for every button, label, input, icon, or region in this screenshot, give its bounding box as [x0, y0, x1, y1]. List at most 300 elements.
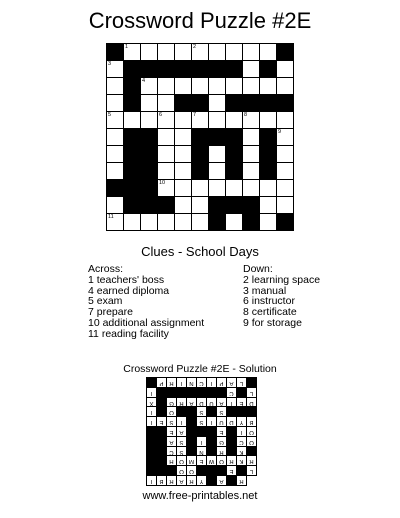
black-square — [124, 61, 141, 78]
solution-letter: A — [219, 399, 224, 406]
answer-cell[interactable] — [243, 129, 260, 146]
answer-cell[interactable] — [243, 44, 260, 61]
solution-cell — [147, 407, 157, 417]
solution-cell — [187, 466, 197, 476]
solution-letter: E — [159, 418, 164, 425]
answer-cell[interactable] — [277, 146, 294, 163]
answer-cell[interactable] — [192, 112, 209, 129]
black-square — [226, 146, 243, 163]
solution-cell — [227, 456, 237, 466]
solution-letter: Y — [239, 418, 244, 425]
black-square — [226, 197, 243, 214]
answer-cell[interactable] — [175, 214, 192, 231]
solution-letter: K — [239, 458, 244, 465]
answer-cell[interactable] — [226, 78, 243, 95]
solution-letter: B — [159, 477, 164, 484]
clue-number: 4 — [142, 78, 146, 84]
solution-title: Crossword Puzzle #2E - Solution — [123, 363, 277, 375]
answer-cell[interactable] — [243, 61, 260, 78]
black-square — [277, 95, 294, 112]
solution-black-square — [227, 407, 237, 417]
solution-cell — [217, 407, 227, 417]
solution-cell — [177, 398, 187, 408]
across-clue: 10 additional assignment — [88, 316, 205, 329]
down-clue: 8 certificate — [243, 306, 297, 319]
answer-cell[interactable] — [124, 214, 141, 231]
solution-cell — [237, 398, 247, 408]
answer-cell[interactable] — [226, 214, 243, 231]
black-square — [209, 197, 226, 214]
solution-black-square — [147, 456, 157, 466]
solution-cell — [187, 398, 197, 408]
answer-cell[interactable] — [209, 163, 226, 180]
answer-cell[interactable] — [209, 180, 226, 197]
answer-cell[interactable] — [107, 146, 124, 163]
solution-letter: R — [169, 379, 174, 386]
answer-cell[interactable] — [141, 78, 158, 95]
black-square — [209, 214, 226, 231]
answer-cell[interactable] — [107, 95, 124, 112]
solution-letter: A — [179, 477, 184, 484]
answer-cell[interactable] — [158, 44, 175, 61]
solution-black-square — [177, 407, 187, 417]
answer-cell[interactable] — [192, 78, 209, 95]
solution-letter: C — [169, 448, 174, 455]
solution-cell — [237, 437, 247, 447]
solution-black-square — [207, 388, 217, 398]
down-clue: 3 manual — [243, 284, 287, 297]
answer-cell[interactable] — [243, 163, 260, 180]
solution-letter: O — [249, 438, 254, 445]
answer-cell[interactable] — [158, 95, 175, 112]
solution-black-square — [197, 388, 207, 398]
solution-black-square — [207, 437, 217, 447]
black-square — [175, 95, 192, 112]
solution-letter: R — [239, 477, 244, 484]
solution-black-square — [157, 398, 167, 408]
solution-letter: W — [208, 458, 215, 465]
solution-letter: O — [179, 458, 184, 465]
answer-cell[interactable] — [260, 214, 277, 231]
answer-cell[interactable] — [158, 129, 175, 146]
solution-letter: M — [189, 458, 194, 465]
solution-letter: T — [149, 389, 154, 396]
black-square — [141, 129, 158, 146]
clue-number: 5 — [108, 112, 112, 118]
solution-cell — [247, 417, 257, 427]
answer-cell[interactable] — [277, 112, 294, 129]
down-clue: 6 instructor — [243, 295, 295, 308]
black-square — [260, 146, 277, 163]
answer-cell[interactable] — [260, 180, 277, 197]
answer-cell[interactable] — [107, 163, 124, 180]
answer-cell[interactable] — [124, 112, 141, 129]
answer-cell[interactable] — [107, 214, 124, 231]
solution-letter: T — [199, 438, 204, 445]
answer-cell[interactable] — [260, 197, 277, 214]
solution-letter: L — [249, 467, 254, 474]
solution-cell — [157, 417, 167, 427]
solution-cell — [177, 456, 187, 466]
solution-black-square — [247, 378, 257, 388]
solution-cell — [237, 427, 247, 437]
solution-cell — [207, 378, 217, 388]
answer-cell[interactable] — [192, 214, 209, 231]
clues-title: Clues - School Days — [141, 244, 259, 259]
solution-black-square — [157, 437, 167, 447]
black-square — [124, 129, 141, 146]
answer-cell[interactable] — [107, 112, 124, 129]
across-clue: 7 prepare — [88, 306, 133, 319]
down-clue: 2 learning space — [243, 273, 321, 286]
solution-letter: E — [219, 428, 224, 435]
answer-cell[interactable] — [260, 78, 277, 95]
answer-cell[interactable] — [209, 146, 226, 163]
black-square — [141, 146, 158, 163]
black-square — [260, 129, 277, 146]
black-square — [192, 163, 209, 180]
solution-cell — [157, 378, 167, 388]
answer-cell[interactable] — [124, 44, 141, 61]
solution-cell — [167, 427, 177, 437]
answer-cell[interactable] — [175, 112, 192, 129]
solution-cell — [217, 456, 227, 466]
solution-cell — [177, 476, 187, 486]
across-label: Across: — [88, 263, 124, 275]
answer-cell[interactable] — [192, 44, 209, 61]
solution-cell — [247, 456, 257, 466]
answer-cell[interactable] — [277, 163, 294, 180]
answer-cell[interactable] — [158, 180, 175, 197]
solution-letter: U — [209, 399, 214, 406]
solution-cell — [217, 427, 227, 437]
solution-black-square — [227, 476, 237, 486]
answer-cell[interactable] — [175, 197, 192, 214]
solution-black-square — [157, 407, 167, 417]
clue-number: 7 — [193, 112, 197, 118]
black-square — [209, 61, 226, 78]
black-square — [209, 129, 226, 146]
solution-black-square — [237, 407, 247, 417]
solution-cell — [167, 437, 177, 447]
answer-cell[interactable] — [243, 78, 260, 95]
solution-cell — [247, 427, 257, 437]
solution-cell — [197, 476, 207, 486]
footer-url[interactable]: www.free-printables.net — [142, 490, 258, 502]
answer-cell[interactable] — [158, 78, 175, 95]
solution-cell — [177, 437, 187, 447]
solution-letter: X — [149, 399, 154, 406]
solution-black-square — [207, 407, 217, 417]
black-square — [192, 61, 209, 78]
clue-number: 11 — [108, 214, 114, 220]
solution-letter: D — [229, 418, 234, 425]
solution-letter: S — [199, 418, 204, 425]
black-square — [158, 61, 175, 78]
solution-letter: R — [169, 477, 174, 484]
solution-black-square — [207, 466, 217, 476]
answer-cell[interactable] — [158, 112, 175, 129]
solution-letter: T — [209, 418, 214, 425]
answer-cell[interactable] — [158, 214, 175, 231]
black-square — [107, 44, 124, 61]
solution-letter: E — [239, 399, 244, 406]
solution-cell — [247, 437, 257, 447]
black-square — [124, 146, 141, 163]
solution-black-square — [157, 456, 167, 466]
solution-cell — [187, 378, 197, 388]
solution-black-square — [157, 466, 167, 476]
black-square — [226, 163, 243, 180]
answer-cell[interactable] — [226, 180, 243, 197]
solution-letter: T — [149, 418, 154, 425]
solution-black-square — [197, 466, 207, 476]
answer-cell[interactable] — [141, 95, 158, 112]
solution-letter: N — [189, 379, 194, 386]
black-square — [175, 61, 192, 78]
solution-black-square — [217, 388, 227, 398]
black-square — [243, 95, 260, 112]
solution-cell — [237, 476, 247, 486]
solution-letter: S — [179, 438, 184, 445]
answer-cell[interactable] — [226, 44, 243, 61]
black-square — [124, 163, 141, 180]
solution-cell — [227, 398, 237, 408]
answer-cell[interactable] — [141, 214, 158, 231]
clue-number: 3 — [108, 61, 112, 67]
answer-cell[interactable] — [175, 129, 192, 146]
solution-cell — [227, 388, 237, 398]
black-square — [141, 61, 158, 78]
answer-cell[interactable] — [192, 180, 209, 197]
solution-letter: I — [180, 379, 183, 386]
solution-letter: Y — [199, 477, 204, 484]
solution-cell — [207, 398, 217, 408]
solution-letter: R — [229, 458, 234, 465]
solution-black-square — [147, 466, 157, 476]
solution-letter: R — [249, 458, 254, 465]
solution-black-square — [187, 417, 197, 427]
solution-letter: I — [240, 428, 243, 435]
solution-cell — [247, 466, 257, 476]
solution-cell — [227, 417, 237, 427]
solution-letter: G — [219, 438, 224, 445]
solution-letter: D — [249, 399, 254, 406]
solution-cell — [167, 378, 177, 388]
across-clue: 11 reading facility — [88, 327, 169, 340]
solution-cell — [217, 476, 227, 486]
black-square — [124, 78, 141, 95]
solution-letter: C — [239, 438, 244, 445]
black-square — [141, 180, 158, 197]
answer-cell[interactable] — [243, 146, 260, 163]
solution-black-square — [227, 427, 237, 437]
solution-cell — [237, 417, 247, 427]
solution-letter: O — [249, 428, 254, 435]
clue-number: 9 — [278, 129, 282, 135]
clue-number: 10 — [159, 180, 166, 186]
answer-cell[interactable] — [277, 197, 294, 214]
black-square — [124, 197, 141, 214]
solution-cell — [217, 378, 227, 388]
solution-letter: S — [169, 418, 174, 425]
across-clue: 4 earned diploma — [88, 284, 170, 297]
solution-letter: D — [199, 399, 204, 406]
black-square — [226, 129, 243, 146]
solution-cell — [197, 456, 207, 466]
black-square — [158, 197, 175, 214]
solution-letter: I — [150, 477, 153, 484]
solution-letter: O — [169, 409, 174, 416]
solution-letter: S — [219, 409, 224, 416]
black-square — [243, 197, 260, 214]
answer-cell[interactable] — [158, 163, 175, 180]
solution-letter: B — [249, 418, 254, 425]
answer-cell[interactable] — [226, 112, 243, 129]
solution-letter: T — [149, 409, 154, 416]
solution-cell — [177, 466, 187, 476]
solution-letter: T — [179, 418, 184, 425]
solution-black-square — [187, 427, 197, 437]
answer-cell[interactable] — [107, 61, 124, 78]
solution-black-square — [157, 427, 167, 437]
solution-cell — [177, 427, 187, 437]
solution-cell — [217, 417, 227, 427]
black-square — [260, 61, 277, 78]
black-square — [243, 214, 260, 231]
page-title: Crossword Puzzle #2E — [88, 8, 312, 33]
answer-cell[interactable] — [107, 129, 124, 146]
answer-cell[interactable] — [175, 180, 192, 197]
answer-cell[interactable] — [209, 95, 226, 112]
answer-cell[interactable] — [175, 78, 192, 95]
solution-letter: H — [169, 458, 174, 465]
solution-cell — [227, 378, 237, 388]
answer-cell[interactable] — [107, 197, 124, 214]
solution-black-square — [147, 427, 157, 437]
black-square — [277, 44, 294, 61]
solution-black-square — [237, 388, 247, 398]
solution-letter: S — [179, 448, 184, 455]
solution-letter: A — [179, 428, 184, 435]
solution-cell — [177, 378, 187, 388]
solution-letter: I — [210, 379, 213, 386]
solution-cell — [167, 417, 177, 427]
solution-letter: L — [249, 389, 254, 396]
clue-number: 1 — [125, 44, 129, 50]
solution-cell — [197, 417, 207, 427]
solution-black-square — [187, 407, 197, 417]
solution-black-square — [187, 388, 197, 398]
black-square — [141, 197, 158, 214]
answer-cell[interactable] — [158, 146, 175, 163]
solution-black-square — [167, 388, 177, 398]
solution-black-square — [147, 447, 157, 457]
solution-cell — [247, 398, 257, 408]
answer-cell[interactable] — [243, 112, 260, 129]
black-square — [260, 95, 277, 112]
answer-cell[interactable] — [277, 78, 294, 95]
across-clue: 1 teachers' boss — [88, 273, 165, 286]
solution-letter: O — [179, 467, 184, 474]
solution-black-square — [237, 466, 247, 476]
solution-grid — [146, 377, 257, 486]
clue-number: 6 — [159, 112, 163, 118]
answer-cell[interactable] — [243, 180, 260, 197]
solution-black-square — [177, 388, 187, 398]
solution-letter: R — [179, 399, 184, 406]
solution-letter: P — [159, 379, 164, 386]
solution-letter: G — [169, 399, 174, 406]
solution-black-square — [217, 466, 227, 476]
solution-cell — [167, 456, 177, 466]
down-label: Down: — [243, 263, 273, 275]
solution-letter: E — [169, 428, 174, 435]
answer-cell[interactable] — [277, 61, 294, 78]
down-clues — [243, 264, 320, 329]
solution-black-square — [157, 388, 167, 398]
solution-black-square — [207, 476, 217, 486]
answer-cell[interactable] — [192, 197, 209, 214]
answer-cell[interactable] — [175, 163, 192, 180]
answer-cell[interactable] — [277, 180, 294, 197]
solution-cell — [177, 417, 187, 427]
answer-cell[interactable] — [260, 112, 277, 129]
solution-letter: E — [229, 467, 234, 474]
solution-cell — [247, 388, 257, 398]
solution-letter: N — [199, 448, 204, 455]
answer-cell[interactable] — [175, 44, 192, 61]
solution-cell — [237, 456, 247, 466]
solution-cell — [147, 417, 157, 427]
solution-cell — [167, 407, 177, 417]
black-square — [260, 163, 277, 180]
solution-black-square — [187, 437, 197, 447]
black-square — [277, 214, 294, 231]
solution-black-square — [147, 437, 157, 447]
answer-cell[interactable] — [141, 44, 158, 61]
answer-cell[interactable] — [209, 44, 226, 61]
answer-cell[interactable] — [175, 146, 192, 163]
black-square — [124, 95, 141, 112]
down-clue: 9 for storage — [243, 316, 302, 329]
answer-cell[interactable] — [209, 112, 226, 129]
solution-cell — [147, 388, 157, 398]
solution-cell — [207, 417, 217, 427]
solution-cell — [217, 437, 227, 447]
solution-cell — [197, 407, 207, 417]
black-square — [124, 180, 141, 197]
clue-number: 8 — [244, 112, 248, 118]
answer-cell[interactable] — [277, 129, 294, 146]
solution-letter: T — [229, 399, 234, 406]
solution-letter: U — [219, 418, 224, 425]
black-square — [141, 163, 158, 180]
answer-cell[interactable] — [260, 44, 277, 61]
answer-cell[interactable] — [209, 78, 226, 95]
solution-black-square — [197, 427, 207, 437]
solution-black-square — [247, 407, 257, 417]
answer-cell[interactable] — [141, 112, 158, 129]
answer-cell[interactable] — [107, 78, 124, 95]
solution-letter: A — [219, 477, 224, 484]
solution-cell — [167, 476, 177, 486]
solution-letter: R — [219, 448, 224, 455]
solution-cell — [197, 378, 207, 388]
black-square — [192, 146, 209, 163]
solution-black-square — [167, 466, 177, 476]
solution-cell — [187, 456, 197, 466]
